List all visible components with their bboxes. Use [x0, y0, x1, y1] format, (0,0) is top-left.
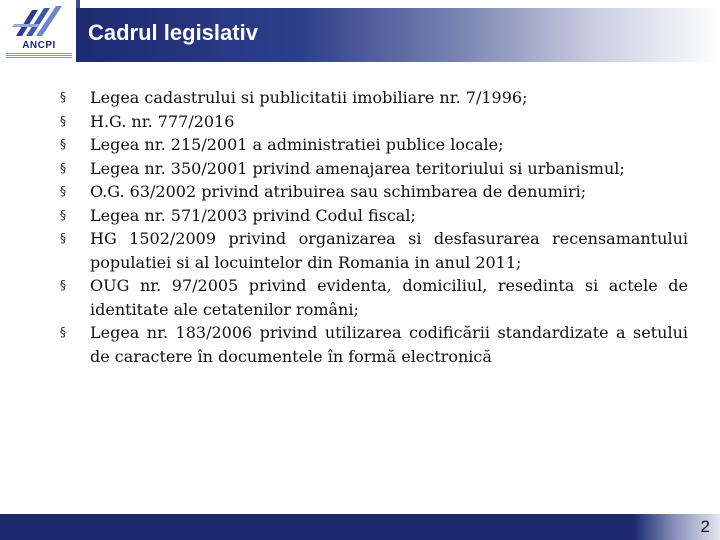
bullet-text: OUG nr. 97/2005 privind evidenta, domiciliul, resedinta si actele de identitate ale cetatenilor români;: [90, 276, 688, 319]
bullet-item: [60, 157, 688, 181]
bullet-marker: §: [60, 278, 66, 292]
slide-footer: [0, 514, 720, 540]
bullet-text: Legea nr. 215/2001 a administratiei publice locale;: [90, 135, 504, 154]
bullet-item: [60, 110, 688, 134]
slide-title: Cadrul legislativ: [88, 20, 258, 45]
bullet-item: [60, 180, 688, 204]
bullet-marker: §: [60, 90, 66, 104]
bullet-item: [60, 204, 688, 228]
bullet-text: O.G. 63/2002 privind atribuirea sau schimbarea de denumiri;: [90, 182, 587, 201]
bullet-marker: §: [60, 325, 66, 339]
bullet-text: H.G. nr. 777/2016: [90, 111, 235, 131]
bullet-marker: §: [60, 137, 66, 151]
bullet-item: [60, 274, 688, 321]
bullet-text: HG 1502/2009 privind organizarea si desfasurarea recensamantului populatiei si al locuintelor din Romania in anul 2011;: [90, 229, 688, 272]
logo-text: ANCPI: [22, 40, 56, 51]
page-number: 2: [700, 517, 710, 536]
bullet-marker: §: [60, 184, 66, 198]
bullet-list: [60, 86, 688, 368]
ancpi-logo-icon: [10, 4, 66, 38]
bullet-marker: §: [60, 160, 66, 175]
bullet-text: Legea nr. 571/2003 privind Codul fiscal;: [90, 205, 416, 225]
bullet-marker: §: [60, 113, 66, 128]
bullet-item: [60, 321, 688, 368]
bullet-item: [60, 86, 688, 110]
bullet-marker: §: [60, 231, 66, 245]
bullet-text: Legea nr. 183/2006 privind utilizarea codificării standardizate a setului de caractere în documentele în formă electronică: [90, 323, 688, 366]
logo-subtitle-lines: [6, 52, 72, 60]
bullet-text: Legea cadastrului si publicitatii imobiliare nr. 7/1996;: [90, 88, 528, 107]
ancpi-logo: [0, 0, 76, 62]
bullet-item: [60, 133, 688, 157]
bullet-marker: §: [60, 207, 66, 222]
bullet-item: [60, 227, 688, 274]
bullet-text: Legea nr. 350/2001 privind amenajarea teritoriului si urbanismul;: [90, 158, 625, 178]
slide-header: [0, 0, 720, 62]
